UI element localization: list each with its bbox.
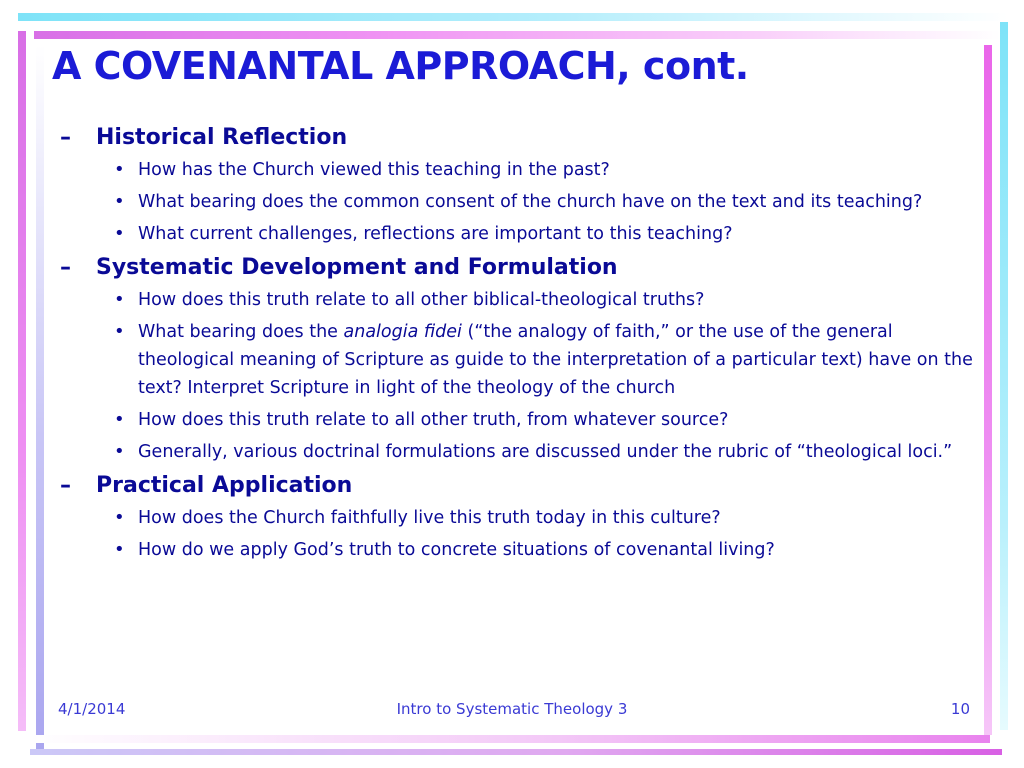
italic-term: analogia fidei (343, 322, 462, 342)
frame-bar-left-outer (18, 31, 26, 731)
bullet-item (58, 188, 978, 216)
section-2 (58, 252, 978, 466)
bullet-dot-icon: • (114, 539, 125, 560)
bullet-list (58, 286, 978, 466)
slide-title: A COVENANTAL APPROACH, cont. (52, 44, 749, 88)
footer-title: Intro to Systematic Theology 3 (396, 700, 628, 718)
footer-date: 4/1/2014 (58, 700, 126, 718)
bullet-dot-icon: • (114, 191, 125, 212)
frame-bar-top-outer (18, 13, 1008, 21)
frame-bar-right-outer (1000, 22, 1008, 730)
bullet-item (58, 286, 978, 314)
section-1 (58, 122, 978, 248)
bullet-item (58, 318, 978, 402)
bullet-dot-icon: • (114, 159, 125, 180)
section-heading (58, 122, 978, 154)
bullet-dot-icon: • (114, 409, 125, 430)
bullet-text: Generally, various doctrinal formulations are discussed under the rubric of “theological loci.” (138, 442, 953, 462)
bullet-item (58, 156, 978, 184)
section-heading (58, 470, 978, 502)
dash-marker: – (60, 255, 71, 280)
bullet-list (58, 504, 978, 564)
bullet-text: How does the Church faithfully live this truth today in this culture? (138, 508, 721, 528)
section-heading-text: Practical Application (96, 473, 353, 498)
frame-bar-bottom-inner (30, 735, 990, 743)
slide-content (58, 122, 978, 568)
frame-bar-right-inner (984, 45, 992, 735)
bullet-item (58, 438, 978, 466)
bullet-dot-icon: • (114, 507, 125, 528)
section-heading-text: Historical Reflection (96, 125, 348, 150)
bullet-text: What bearing does the analogia fidei (“the analogy of faith,” or the use of the general theological meaning of Scripture as guide to the interpretation of a particular text) have on the text? Interpret Scripture in light of the theology of the church (138, 322, 973, 398)
bullet-item (58, 220, 978, 248)
bullet-item (58, 504, 978, 532)
bullet-text: How has the Church viewed this teaching in the past? (138, 160, 610, 180)
bullet-text: How does this truth relate to all other truth, from whatever source? (138, 410, 729, 430)
bullet-dot-icon: • (114, 321, 125, 342)
bullet-dot-icon: • (114, 441, 125, 462)
bullet-item (58, 536, 978, 564)
bullet-text: How does this truth relate to all other biblical-theological truths? (138, 290, 705, 310)
section-heading (58, 252, 978, 284)
bullet-text: What bearing does the common consent of the church have on the text and its teaching? (138, 192, 923, 212)
bullet-text: What current challenges, reflections are important to this teaching? (138, 224, 733, 244)
dash-marker: – (60, 125, 71, 150)
dash-marker: – (60, 473, 71, 498)
section-heading-text: Systematic Development and Formulation (96, 255, 618, 280)
footer-page-number: 10 (950, 700, 970, 718)
bullet-dot-icon: • (114, 223, 125, 244)
section-3 (58, 470, 978, 564)
bullet-dot-icon: • (114, 289, 125, 310)
frame-bar-left-inner (36, 45, 44, 755)
bullet-text: How do we apply God’s truth to concrete situations of covenantal living? (138, 540, 775, 560)
bullet-item (58, 406, 978, 434)
frame-bar-bottom-outer (30, 749, 1002, 755)
frame-bar-top-inner (34, 31, 1000, 39)
bullet-list (58, 156, 978, 248)
